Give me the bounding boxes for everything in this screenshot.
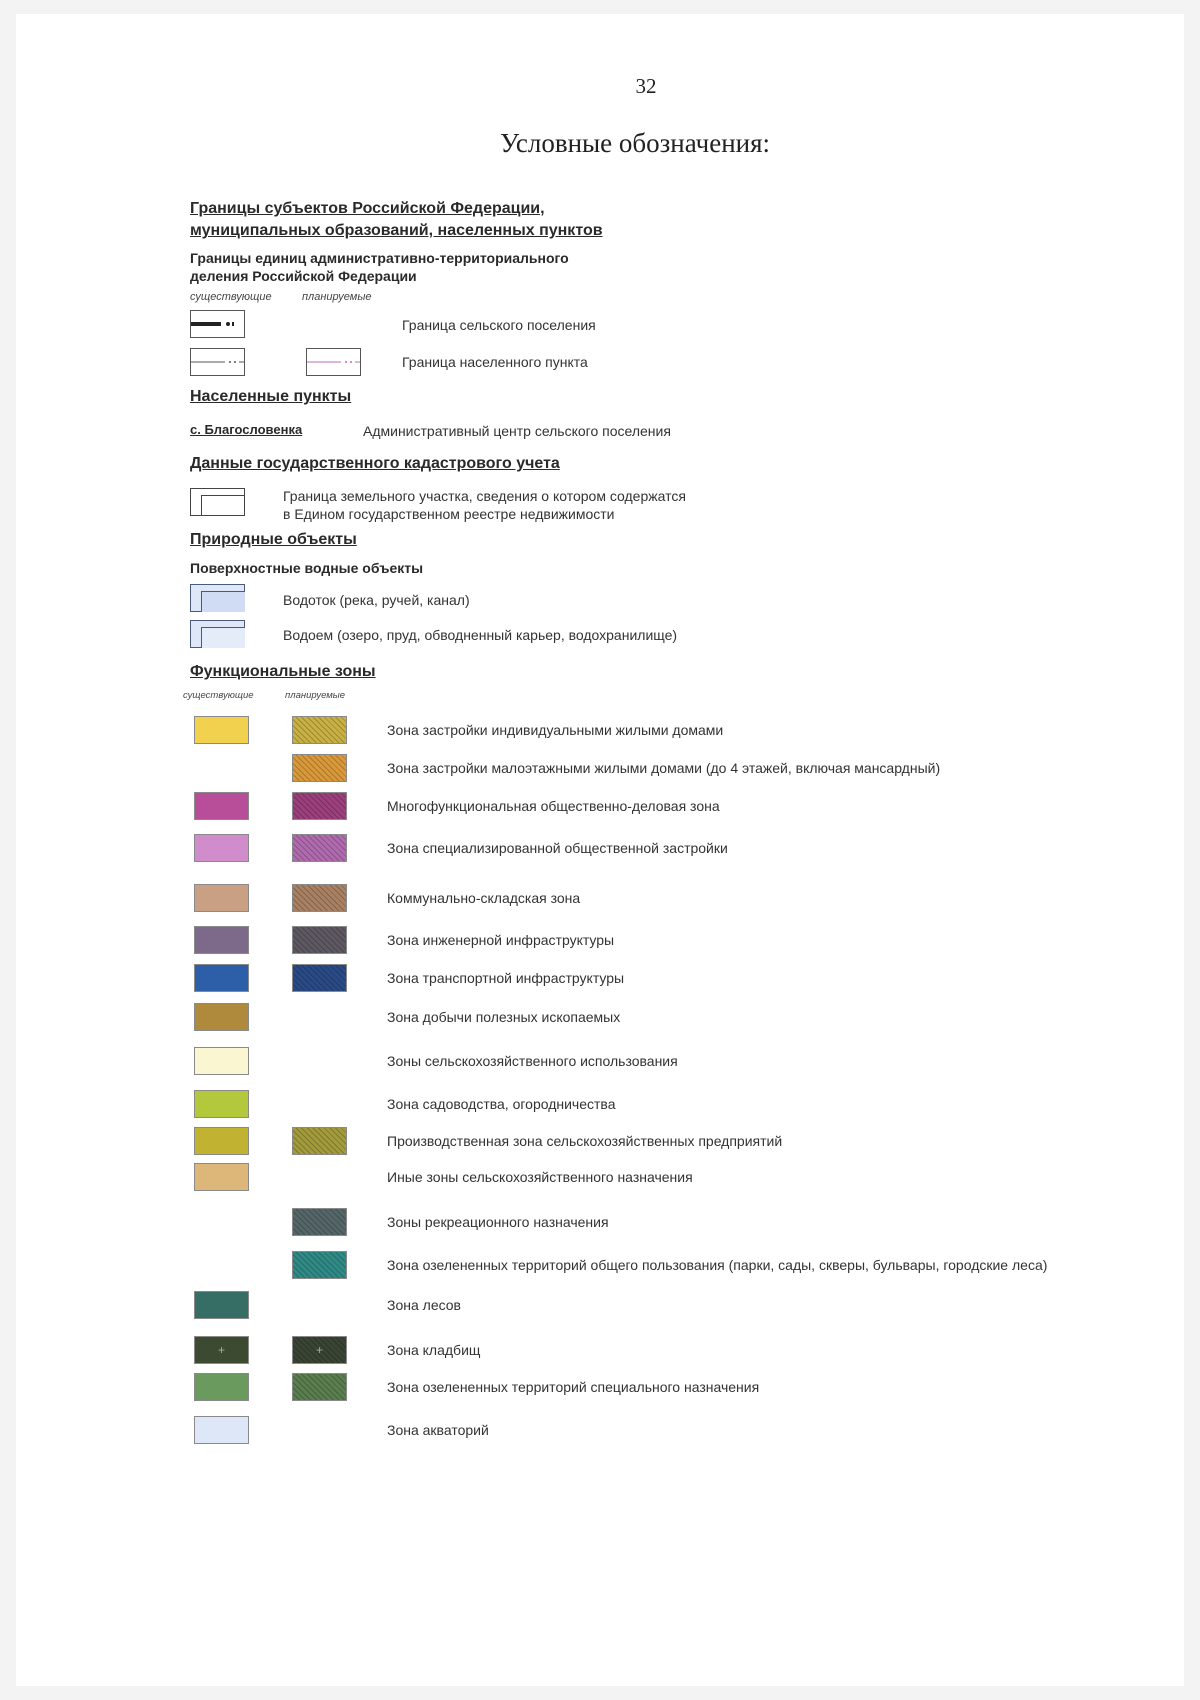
zone-planned-swatch [292,1251,347,1279]
zone-existing-swatch [194,1336,249,1364]
boundaries-col-existing: существующие [190,291,272,303]
zone-existing-swatch [194,1291,249,1319]
nature-heading: Природные объекты [190,531,357,548]
zone-existing-swatch [194,1416,249,1444]
zone-label: Производственная зона сельскохозяйственных предприятий [387,1133,783,1149]
stream-symbol [190,584,245,612]
zone-existing-swatch [194,1127,249,1155]
zone-label: Зона инженерной инфраструктуры [387,932,615,948]
zone-existing-swatch [194,884,249,912]
zone-label: Зона озелененных территорий общего пользования (парки, сады, скверы, бульвары, городские леса) [387,1257,1048,1273]
boundaries-col-planned: планируемые [302,291,372,303]
boundaries-heading-line1: Границы субъектов Российской Федерации, [190,200,545,217]
waterbody-symbol [190,620,245,648]
zone-existing-swatch [194,792,249,820]
zone-planned-swatch [292,926,347,954]
page-title: Условные обозначения: [500,128,771,158]
zone-label: Зона садоводства, огородничества [387,1096,616,1112]
zones-heading: Функциональные зоны [190,663,376,680]
zone-label: Зона добычи полезных ископаемых [387,1009,621,1025]
zone-label: Зона акваторий [387,1422,489,1438]
zone-label: Зоны рекреационного назначения [387,1214,609,1230]
zone-planned-swatch [292,792,347,820]
rural-settlement-boundary-label: Граница сельского поселения [402,317,596,333]
waterbody-label: Водоем (озеро, пруд, обводненный карьер, водохранилище) [283,627,678,643]
zone-label: Зона специализированной общественной застройки [387,840,728,856]
zone-existing-swatch [194,1090,249,1118]
zone-label: Зона лесов [387,1297,461,1313]
zone-planned-swatch [292,964,347,992]
zone-label: Коммунально-складская зона [387,890,581,906]
zone-label: Зона транспортной инфраструктуры [387,970,625,986]
zone-existing-swatch [194,716,249,744]
zone-label: Зона кладбищ [387,1342,481,1358]
zone-existing-swatch [194,1373,249,1401]
cadastre-heading: Данные государственного кадастрового учета [190,455,560,472]
zone-planned-swatch [292,1336,347,1364]
rural-settlement-boundary-symbol [190,310,245,338]
nature-subheading: Поверхностные водные объекты [190,560,424,576]
zone-existing-swatch [194,926,249,954]
settlements-heading: Населенные пункты [190,388,352,405]
settlement-sample-name: с. Благословенка [190,422,303,437]
zone-label: Зона озелененных территорий специального назначения [387,1379,760,1395]
zone-existing-swatch [194,834,249,862]
locality-boundary-existing-symbol [190,348,245,376]
zone-label: Зона застройки индивидуальными жилыми домами [387,722,724,738]
zone-label: Иные зоны сельскохозяйственного назначения [387,1169,693,1185]
stream-label: Водоток (река, ручей, канал) [283,592,470,608]
zone-planned-swatch [292,754,347,782]
zone-planned-swatch [292,884,347,912]
boundaries-subheading-line1: Границы единиц административно-территориального [190,250,569,266]
land-plot-boundary-symbol [190,488,245,516]
zone-label: Зоны сельскохозяйственного использования [387,1053,678,1069]
locality-boundary-label: Граница населенного пункта [402,354,588,370]
cadastre-label-line2: в Едином государственном реестре недвижимости [283,506,615,522]
zone-label: Многофункциональная общественно-деловая зона [387,798,720,814]
page-number: 32 [635,74,657,98]
boundaries-heading-line2: муниципальных образований, населенных пунктов [190,222,603,239]
zones-col-existing: существующие [183,690,254,701]
zone-planned-swatch [292,834,347,862]
cross-icon: + [217,1343,225,1357]
zone-label: Зона застройки малоэтажными жилыми домами (до 4 этажей, включая мансардный) [387,760,941,776]
zone-planned-swatch [292,716,347,744]
zone-existing-swatch [194,1003,249,1031]
cadastre-label-line1: Граница земельного участка, сведения о котором содержатся [283,488,686,504]
settlement-sample-label: Административный центр сельского поселения [363,423,671,439]
zone-planned-swatch [292,1208,347,1236]
cross-icon: + [315,1343,323,1357]
zone-planned-swatch [292,1373,347,1401]
locality-boundary-planned-symbol [306,348,361,376]
zone-existing-swatch [194,964,249,992]
zones-col-planned: планируемые [285,690,346,701]
zone-existing-swatch [194,1163,249,1191]
zone-planned-swatch [292,1127,347,1155]
zone-existing-swatch [194,1047,249,1075]
boundaries-subheading-line2: деления Российской Федерации [190,268,417,284]
